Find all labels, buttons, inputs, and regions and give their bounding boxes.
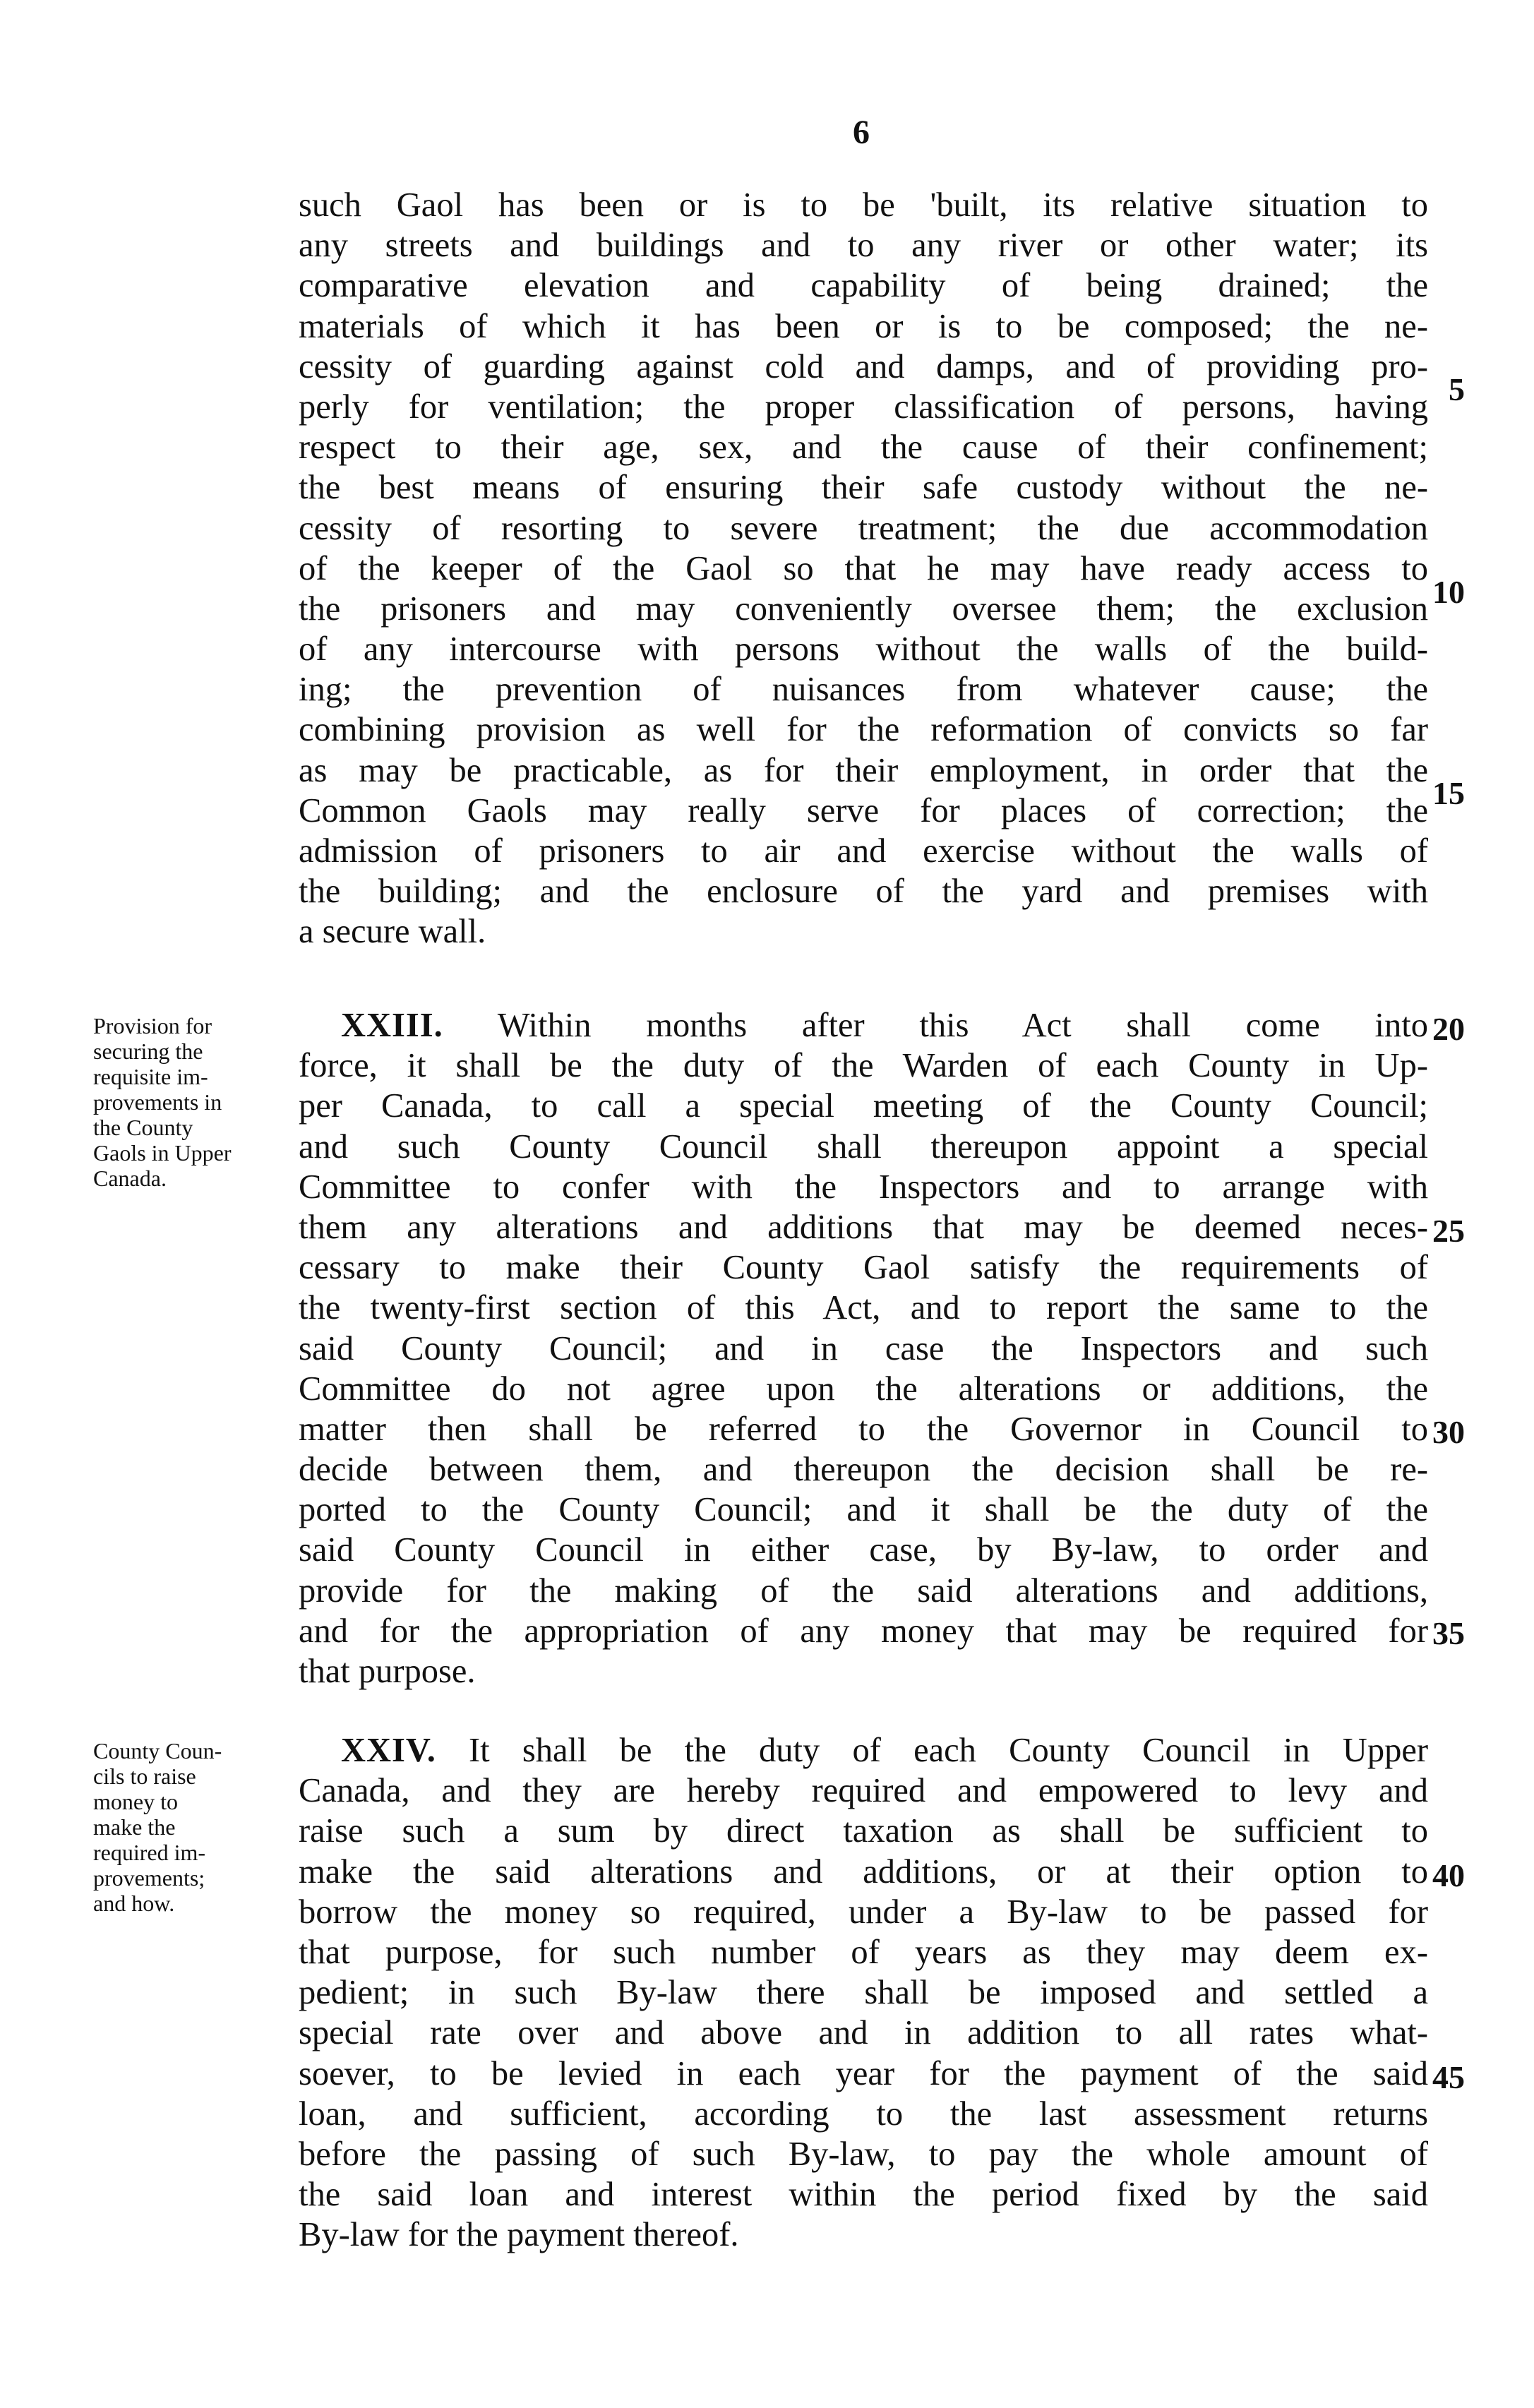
text-line: soever, to be levied in each year for the payment of the said <box>299 2054 1428 2092</box>
section-first-line-text: It shall be the duty of each County Council in Upper <box>469 1732 1428 1769</box>
text-line: Committee to confer with the Inspectors and to arrange with <box>299 1168 1428 1206</box>
marginal-note-line: County Coun- <box>93 1738 222 1763</box>
line-number: 35 <box>1432 1615 1465 1651</box>
marginal-note-line: Provision for <box>93 1013 212 1038</box>
text-line: comparative elevation and capability of being drained; the <box>299 267 1428 305</box>
text-line: provide for the making of the said alterations and additions, <box>299 1571 1428 1610</box>
text-line: ing; the prevention of nuisances from whatever cause; the <box>299 671 1428 709</box>
text-line: the said loan and interest within the period fixed by the said <box>299 2176 1428 2214</box>
marginal-note-line: the County <box>93 1115 193 1140</box>
text-line: combining provision as well for the reformation of convicts so far <box>299 711 1428 749</box>
line-number: 10 <box>1432 574 1465 610</box>
text-line: cessity of guarding against cold and damps, and of providing pro- <box>299 347 1428 385</box>
text-line: raise such a sum by direct taxation as shall be sufficient to <box>299 1812 1428 1850</box>
text-line: Committee do not agree upon the alterations or additions, the <box>299 1370 1428 1408</box>
text-line: cessity of resorting to severe treatment; the due accommodation <box>299 509 1428 547</box>
line-number: 40 <box>1432 1857 1465 1893</box>
text-line: Common Gaols may really serve for places of correction; the <box>299 791 1428 829</box>
text-line: that purpose. <box>299 1653 476 1690</box>
section-24 <box>299 1730 1428 2255</box>
text-line: Canada, and they are hereby required and empowered to levy and <box>299 1772 1428 1810</box>
line-number: 45 <box>1432 2059 1465 2095</box>
marginal-note-section-24 <box>93 1738 291 1916</box>
text-line: the best means of ensuring their safe custody without the ne- <box>299 469 1428 507</box>
section-first-line <box>299 1730 1428 1771</box>
text-line: as may be practicable, as for their employment, in order that the <box>299 751 1428 789</box>
section-number: XXIV. <box>341 1732 436 1769</box>
text-line: and such County Council shall thereupon appoint a special <box>299 1127 1428 1166</box>
text-line: of the keeper of the Gaol so that he may have ready access to <box>299 549 1428 587</box>
text-line: respect to their age, sex, and the cause of their confinement; <box>299 429 1428 467</box>
text-line: per Canada, to call a special meeting of the County Council; <box>299 1087 1428 1125</box>
marginal-note-section-23 <box>93 1013 291 1191</box>
text-line: said County Council; and in case the Inspectors and such <box>299 1329 1428 1367</box>
line-number: 20 <box>1432 1011 1465 1047</box>
text-line: the twenty-first section of this Act, and to report the same to the <box>299 1289 1428 1327</box>
line-number: 25 <box>1432 1213 1465 1249</box>
text-line: matter then shall be referred to the Governor in Council to <box>299 1410 1428 1448</box>
marginal-note-line: and how. <box>93 1891 175 1916</box>
text-line: the building; and the enclosure of the yard and premises with <box>299 873 1428 911</box>
marginal-note-line: provements; <box>93 1865 205 1891</box>
marginal-note-line: securing the <box>93 1038 203 1064</box>
section-first-line-text: Within months after this Act shall come into <box>497 1007 1429 1044</box>
page-number: 6 <box>853 114 870 151</box>
text-line: loan, and sufficient, according to the last assessment returns <box>299 2095 1428 2133</box>
text-line: said County Council in either case, by By-law, to order and <box>299 1531 1428 1569</box>
text-line: a secure wall. <box>299 913 486 951</box>
line-number: 30 <box>1432 1414 1465 1450</box>
text-line: ported to the County Council; and it shall be the duty of the <box>299 1491 1428 1529</box>
marginal-note-line: cils to raise <box>93 1763 196 1789</box>
section-first-line <box>299 1005 1428 1046</box>
text-line: that purpose, for such number of years as they may deem ex- <box>299 1933 1428 1971</box>
text-line: By-law for the payment thereof. <box>299 2216 739 2254</box>
text-line: cessary to make their County Gaol satisfy the requirements of <box>299 1249 1428 1287</box>
line-number: 15 <box>1432 775 1465 811</box>
text-line: of any intercourse with persons without the walls of the build- <box>299 630 1428 669</box>
line-number: 5 <box>1449 371 1465 407</box>
text-line: special rate over and above and in addition to all rates what- <box>299 2014 1428 2052</box>
text-line: any streets and buildings and to any river or other water; its <box>299 227 1428 265</box>
text-line: perly for ventilation; the proper classification of persons, having <box>299 388 1428 426</box>
marginal-note-line: requisite im- <box>93 1064 208 1089</box>
paragraph-continuation <box>299 185 1428 952</box>
marginal-note-line: money to <box>93 1789 178 1814</box>
text-line: pedient; in such By-law there shall be imposed and settled a <box>299 1974 1428 2012</box>
marginal-note-line: Gaols in Upper <box>93 1140 232 1166</box>
text-line: make the said alterations and additions, or at their option to <box>299 1852 1428 1891</box>
marginal-note-line: provements in <box>93 1089 222 1115</box>
text-line: the prisoners and may conveniently oversee them; the exclusion <box>299 589 1428 628</box>
text-line: and for the appropriation of any money that may be required for <box>299 1612 1428 1650</box>
marginal-note-line: Canada. <box>93 1166 167 1191</box>
marginal-note-line: required im- <box>93 1840 206 1865</box>
text-line: before the passing of such By-law, to pay the whole amount of <box>299 2135 1428 2173</box>
text-line: borrow the money so required, under a By-law to be passed for <box>299 1893 1428 1931</box>
marginal-note-line: make the <box>93 1814 176 1840</box>
text-line: such Gaol has been or is to be 'built, its relative situation to <box>299 186 1428 224</box>
text-line: force, it shall be the duty of the Warden of each County in Up- <box>299 1047 1428 1085</box>
text-line: them any alterations and additions that may be deemed neces- <box>299 1208 1428 1246</box>
section-23 <box>299 1005 1428 1691</box>
text-line: admission of prisoners to air and exercise without the walls of <box>299 832 1428 870</box>
section-number: XXIII. <box>341 1007 443 1044</box>
text-line: decide between them, and thereupon the decision shall be re- <box>299 1451 1428 1489</box>
text-line: materials of which it has been or is to be composed; the ne- <box>299 307 1428 345</box>
